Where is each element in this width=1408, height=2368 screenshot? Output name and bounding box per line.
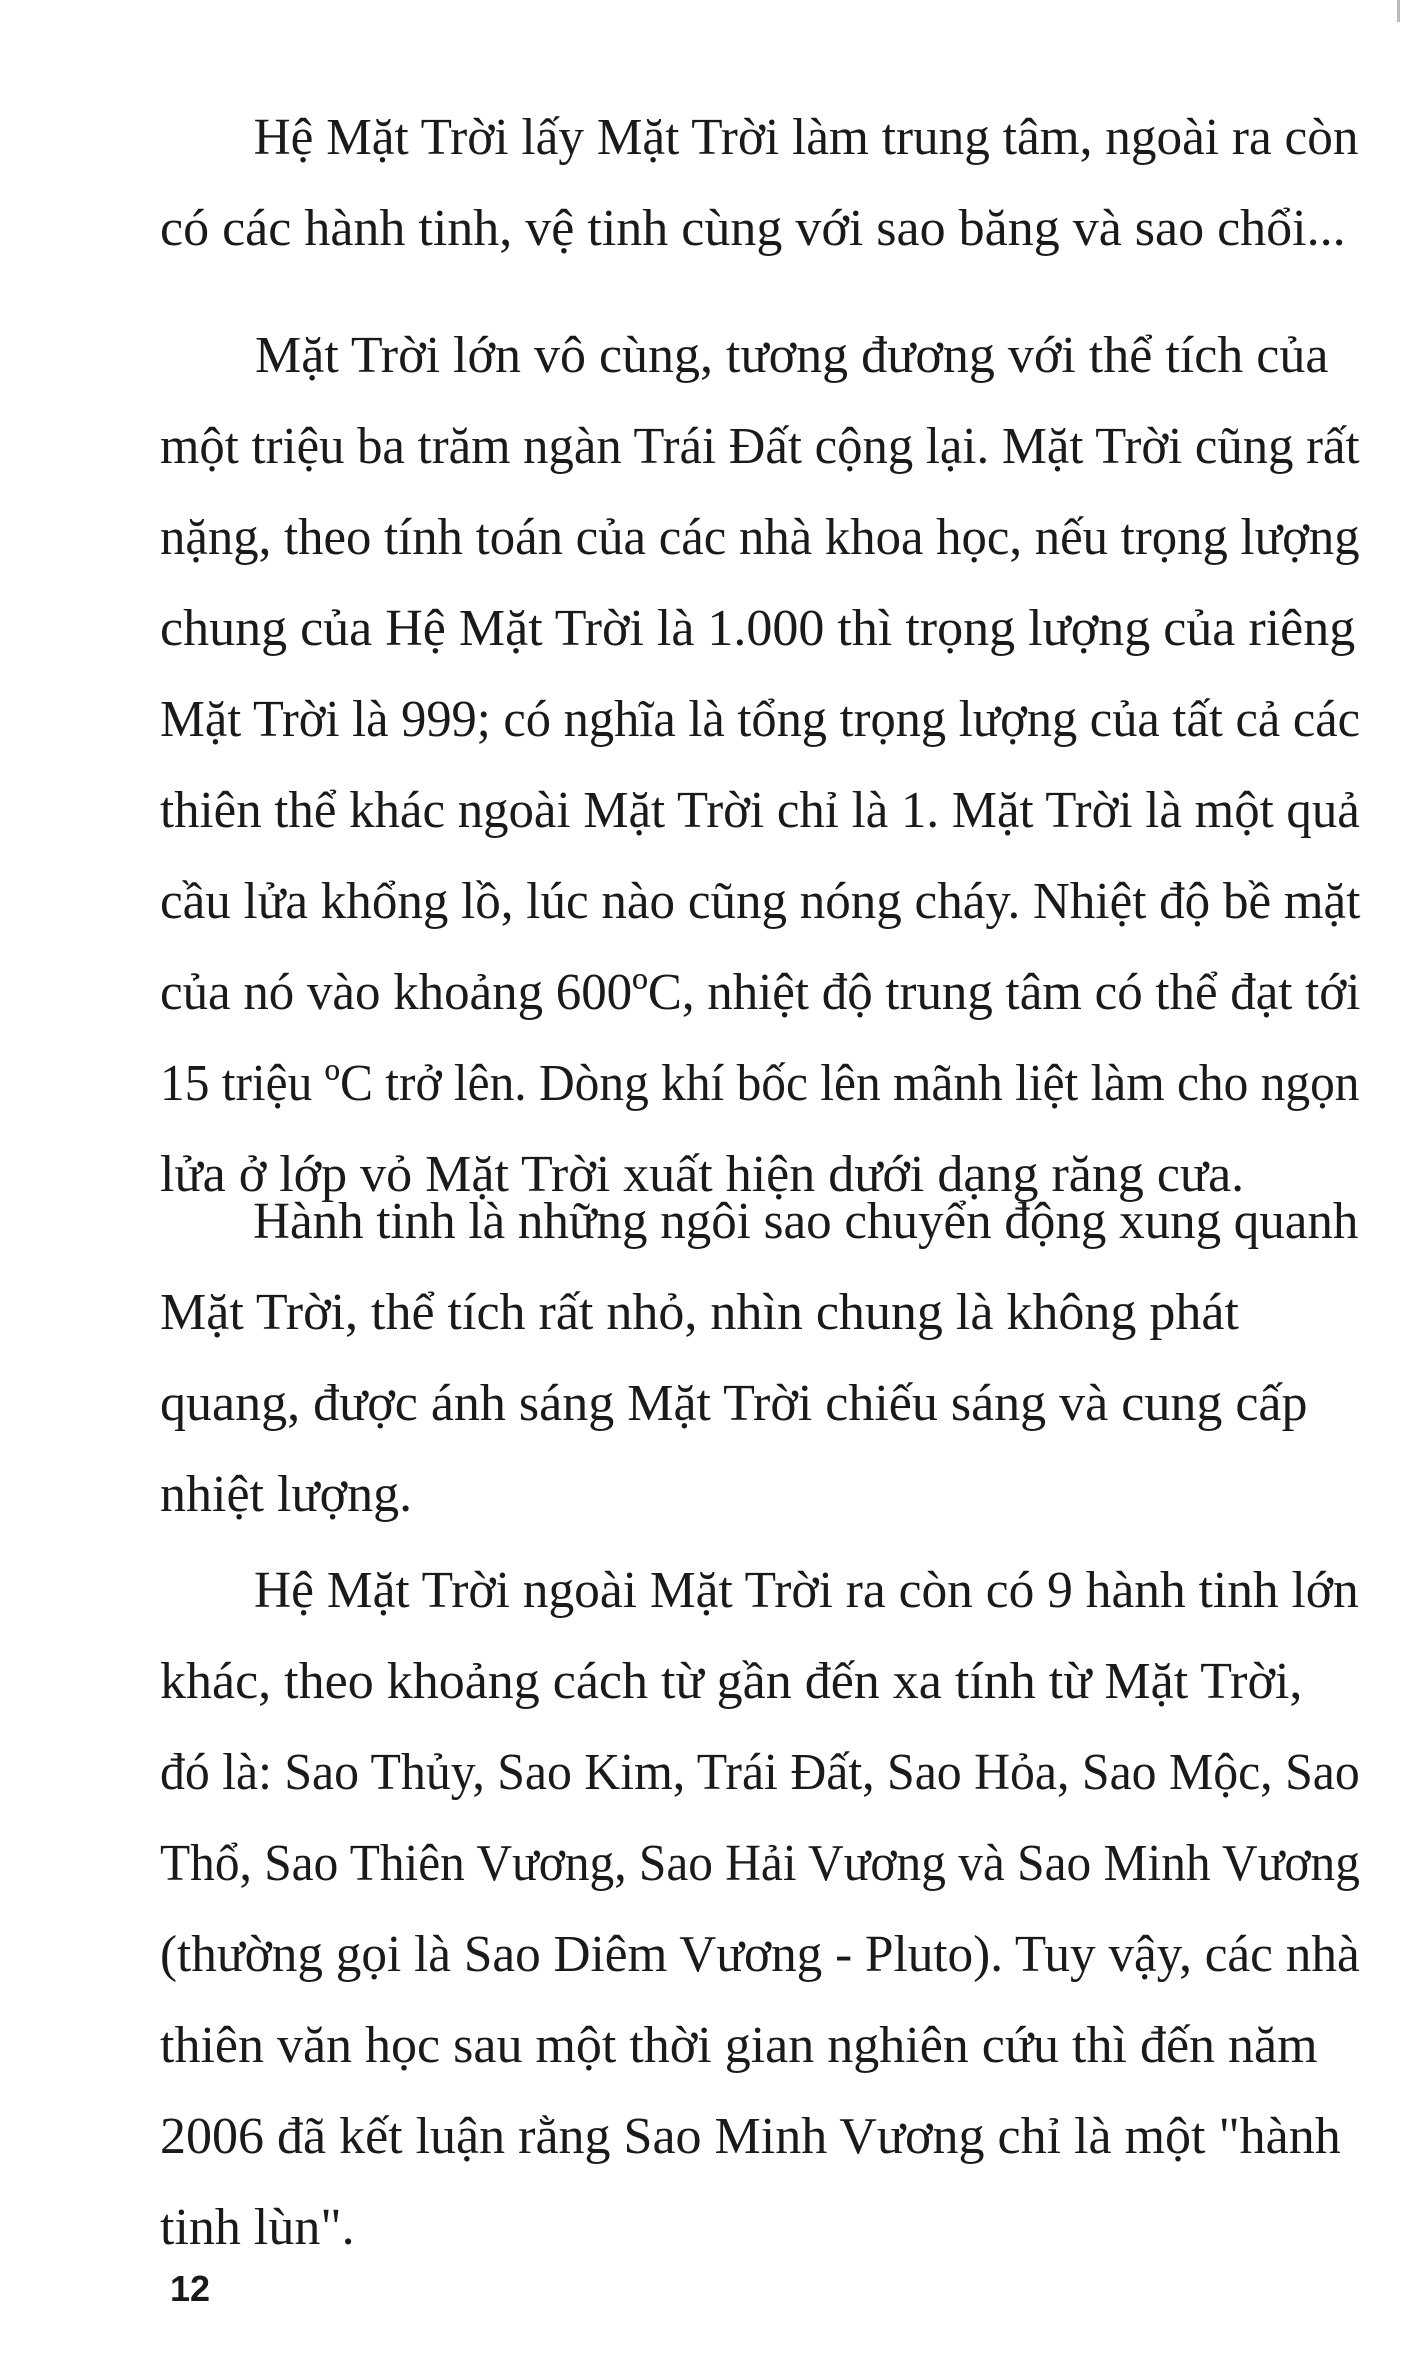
paragraph-2	[160, 310, 1360, 1220]
text-line: của nó vào khoảng 600ºC, nhiệt độ trung tâm có thể đạt tới	[160, 964, 1361, 1021]
text-line: quang, được ánh sáng Mặt Trời chiếu sáng và cung cấp	[160, 1375, 1308, 1432]
text-line: 2006 đã kết luận rằng Sao Minh Vương chỉ là một "hành	[160, 2108, 1341, 2165]
text-line: Hành tinh là những ngôi sao chuyển động xung quanh	[253, 1193, 1359, 1250]
text-line: tinh lùn".	[160, 2199, 355, 2256]
text-line: đó là: Sao Thủy, Sao Kim, Trái Đất, Sao Hỏa, Sao Mộc, Sao	[160, 1744, 1360, 1801]
text-line: nặng, theo tính toán của các nhà khoa học, nếu trọng lượng	[160, 509, 1360, 566]
text-line: Hệ Mặt Trời ngoài Mặt Trời ra còn có 9 hành tinh lớn	[253, 1562, 1359, 1619]
text-line: thiên văn học sau một thời gian nghiên cứu thì đến năm	[160, 2017, 1318, 2074]
text-line: thiên thể khác ngoài Mặt Trời chỉ là 1. Mặt Trời là một quả	[160, 782, 1360, 839]
text-line: khác, theo khoảng cách từ gần đến xa tính từ Mặt Trời,	[160, 1653, 1303, 1710]
text-line: nhiệt lượng.	[160, 1466, 413, 1523]
text-line: Mặt Trời, thể tích rất nhỏ, nhìn chung là không phát	[160, 1284, 1239, 1341]
paragraph-1	[160, 92, 1360, 274]
text-line: 15 triệu ºC trở lên. Dòng khí bốc lên mãnh liệt làm cho ngọn	[160, 1055, 1360, 1112]
paragraph-3	[160, 1176, 1360, 1540]
text-line: một triệu ba trăm ngàn Trái Đất cộng lại. Mặt Trời cũng rất	[160, 418, 1360, 475]
text-line: (thường gọi là Sao Diêm Vương - Pluto). Tuy vậy, các nhà	[160, 1926, 1360, 1983]
text-line: Mặt Trời lớn vô cùng, tương đương với thể tích của	[255, 327, 1329, 384]
text-line: có các hành tinh, vệ tinh cùng với sao băng và sao chổi...	[160, 200, 1346, 257]
text-line: Thổ, Sao Thiên Vương, Sao Hải Vương và Sao Minh Vương	[160, 1835, 1360, 1892]
text-line: chung của Hệ Mặt Trời là 1.000 thì trọng lượng của riêng	[160, 600, 1356, 657]
scan-mark	[1397, 0, 1400, 22]
text-line: lửa ở lớp vỏ Mặt Trời xuất hiện dưới dạng răng cưa.	[160, 1146, 1245, 1203]
text-line: Mặt Trời là 999; có nghĩa là tổng trọng lượng của tất cả các	[160, 691, 1361, 748]
text-line: Hệ Mặt Trời lấy Mặt Trời làm trung tâm, ngoài ra còn	[253, 109, 1359, 166]
paragraph-4	[160, 1545, 1360, 2273]
text-line: cầu lửa khổng lồ, lúc nào cũng nóng cháy. Nhiệt độ bề mặt	[160, 873, 1361, 930]
page-number: 12	[170, 2268, 211, 2309]
